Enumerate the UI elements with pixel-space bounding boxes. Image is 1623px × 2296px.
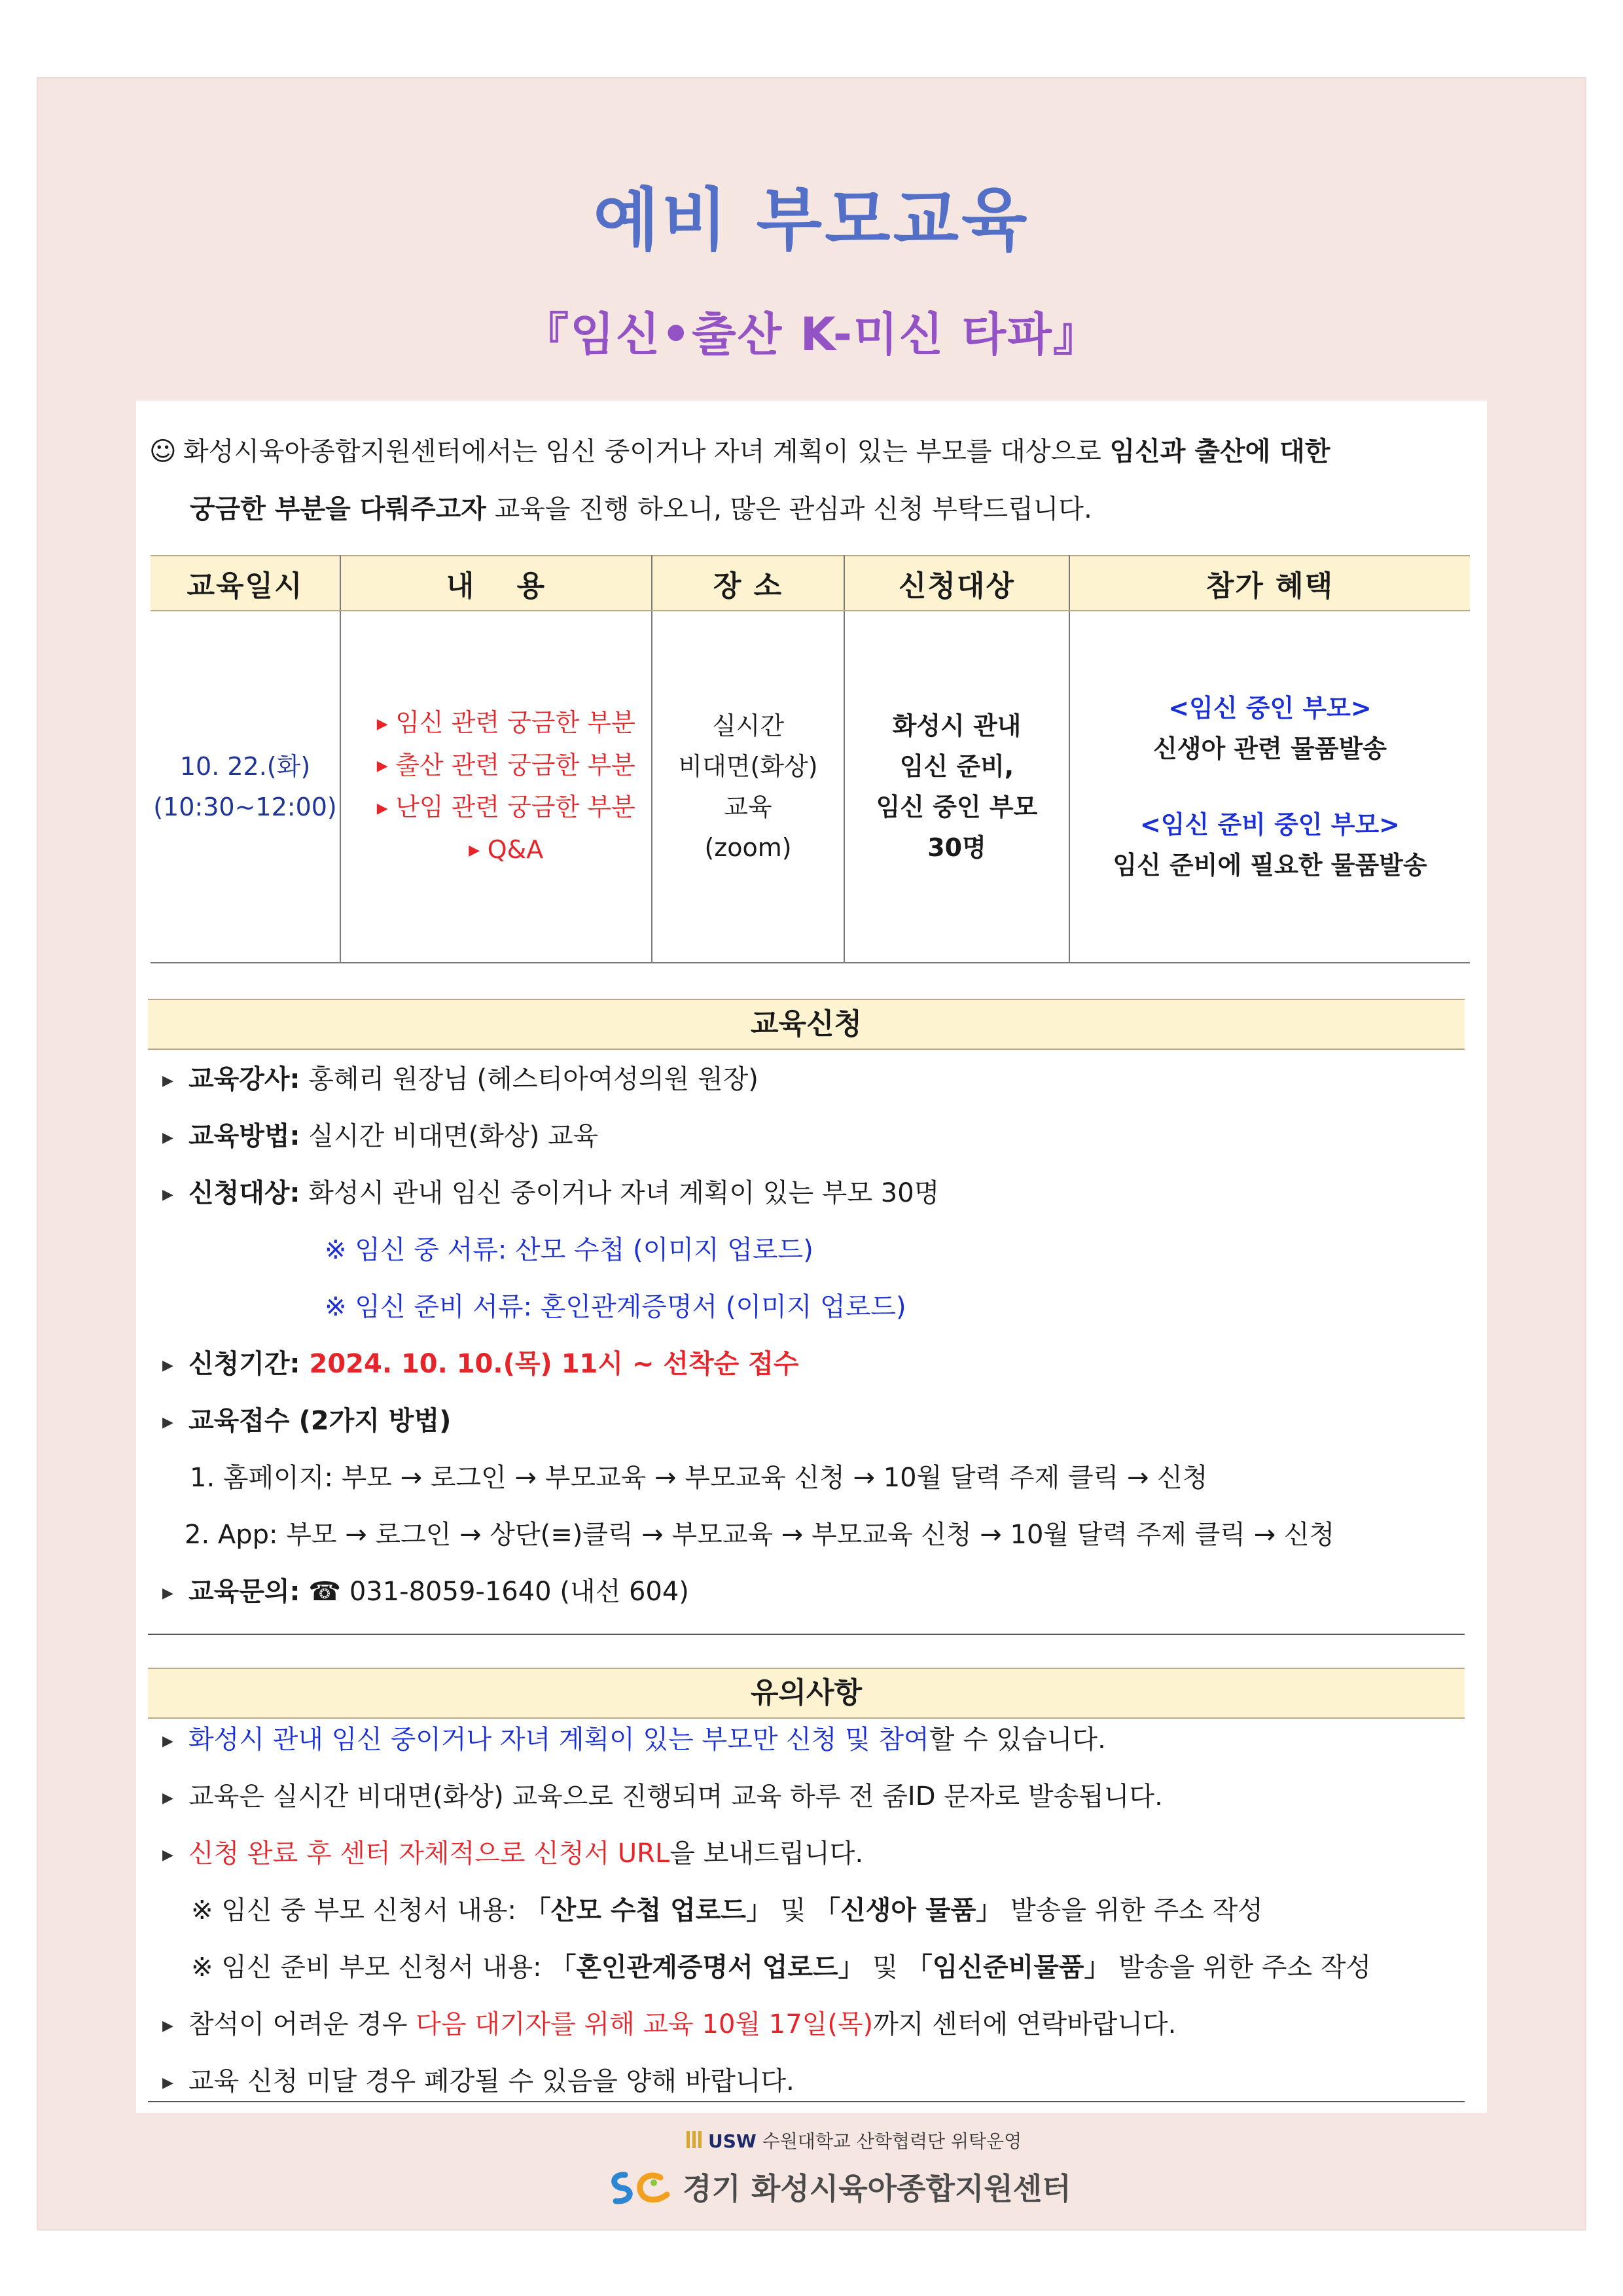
content-item: 임신 관련 궁금한 부분 — [395, 708, 635, 737]
intro-bold: 임신과 출산에 대한 — [1109, 437, 1330, 467]
triangle-bullet-icon: ▶ — [162, 1186, 173, 1203]
table-header-row — [151, 556, 1470, 611]
triangle-bullet-icon: ▶ — [162, 2074, 173, 2091]
header-place: 장 소 — [652, 556, 844, 611]
item-value: 화성시 관내 임신 중이거나 자녀 계획이 있는 부모 30명 — [300, 1178, 940, 1208]
schedule-table — [151, 555, 1470, 963]
list-item — [162, 1400, 451, 1437]
triangle-bullet-icon: ▶ — [162, 1129, 173, 1146]
header-content: 내 용 — [340, 556, 652, 611]
triangle-bullet-icon: ▶ — [376, 800, 388, 817]
benefit-title: <임신 준비 중인 부모> — [1139, 810, 1400, 839]
divider — [148, 1634, 1465, 1635]
date-cell — [151, 611, 340, 963]
note-sub — [191, 1946, 1371, 1984]
time-text: (10:30~12:00) — [153, 793, 337, 821]
list-item — [162, 1115, 598, 1153]
step-homepage: 1. 홈페이지: 부모 → 로그인 → 부모교육 → 부모교육 신청 → 10월 달력 주제 클릭 → 신청 — [190, 1463, 1208, 1493]
list-item — [162, 1172, 939, 1210]
list-item — [354, 745, 651, 787]
usw-text: USW — [708, 2130, 757, 2152]
content-item: 난임 관련 궁금한 부분 — [395, 793, 635, 821]
note-text: 을 보내드립니다. — [669, 1839, 864, 1869]
place-text: 비대면(화상) — [678, 752, 818, 781]
document-note: ※ 임신 중 서류: 산모 수첩 (이미지 업로드) — [325, 1235, 813, 1265]
list-item — [162, 1058, 758, 1096]
content-cell — [340, 611, 652, 963]
note-text: ※ 임신 중 부모 신청서 내용: — [191, 1895, 525, 1926]
list-item — [162, 2003, 1176, 2041]
target-text: 임신 준비, — [899, 752, 1014, 781]
item-label: 교육문의: — [188, 1577, 300, 1607]
item-label: 신청기간: — [188, 1349, 300, 1379]
list-item — [162, 1719, 1106, 1756]
list-item — [354, 702, 651, 745]
page-title: 예비 부모교육 — [593, 180, 1030, 260]
benefit-text: 임신 준비에 필요한 물품발송 — [1113, 851, 1427, 880]
item-label: 교육접수 (2가지 방법) — [188, 1406, 452, 1436]
note-text: 교육 신청 미달 경우 폐강될 수 있음을 양해 바랍니다. — [188, 2066, 794, 2096]
header-benefit: 참가 혜택 — [1069, 556, 1470, 611]
benefit-title: <임신 중인 부모> — [1168, 694, 1372, 723]
table-row — [151, 611, 1470, 963]
triangle-bullet-icon: ▶ — [469, 842, 480, 859]
note-text: 발송을 위한 주소 작성 — [1110, 1952, 1372, 1982]
note-highlight: 다음 대기자를 위해 교육 10월 17일(목) — [416, 2009, 874, 2039]
place-text: 교육 — [724, 793, 772, 821]
note-bold: 「임신준비물품」 — [906, 1952, 1111, 1982]
usw-logo — [686, 2127, 1022, 2155]
item-value: ☎ 031-8059-1640 (내선 604) — [300, 1577, 689, 1607]
content-item: Q&A — [487, 834, 544, 864]
header-date: 교육일시 — [151, 556, 340, 611]
intro-bold: 궁금한 부분을 다뤄주고자 — [190, 494, 486, 524]
usw-subtext: 수원대학교 산학협력단 위탁운영 — [756, 2130, 1022, 2152]
note-text: 참석이 어려운 경우 — [188, 2009, 416, 2039]
place-text: 실시간 — [711, 711, 785, 740]
item-value: 실시간 비대면(화상) 교육 — [300, 1121, 599, 1151]
document-note: ※ 임신 준비 서류: 혼인관계증명서 (이미지 업로드) — [325, 1292, 906, 1322]
note-highlight: 화성시 관내 임신 중이거나 자녀 계획이 있는 부모만 신청 및 참여 — [188, 1725, 929, 1755]
note-text: 까지 센터에 연락바랍니다. — [873, 2009, 1177, 2039]
header-target: 신청대상 — [844, 556, 1069, 611]
triangle-bullet-icon: ▶ — [162, 1585, 173, 1602]
divider — [148, 2101, 1465, 2102]
benefit-cell — [1069, 611, 1470, 963]
item-value: 2024. 10. 10.(목) 11시 ~ 선착순 접수 — [300, 1349, 799, 1379]
note-text: 발송을 위한 주소 작성 — [1002, 1895, 1263, 1926]
intro-text: 화성시육아종합지원센터에서는 임신 중이거나 자녀 계획이 있는 부모를 대상으로 — [183, 437, 1110, 467]
step-app: 2. App: 부모 → 로그인 → 상단(≡)클릭 → 부모교육 → 부모교육 신청 → 10월 달력 주제 클릭 → 신청 — [185, 1520, 1335, 1550]
item-label: 교육방법: — [188, 1121, 300, 1151]
apply-heading: 교육신청 — [148, 999, 1465, 1050]
target-text: 임신 중인 부모 — [876, 793, 1038, 821]
triangle-bullet-icon: ▶ — [162, 1846, 173, 1863]
note-sub — [191, 1890, 1263, 1927]
list-item — [162, 1343, 799, 1380]
intro-text: 교육을 진행 하오니, 많은 관심과 신청 부탁드립니다. — [486, 494, 1092, 524]
notes-heading: 유의사항 — [148, 1668, 1465, 1719]
list-item — [162, 1571, 689, 1608]
intro-paragraph — [149, 423, 1465, 538]
target-text: 30명 — [927, 833, 986, 862]
center-emblem-icon — [605, 2167, 677, 2215]
triangle-bullet-icon: ▶ — [162, 1732, 173, 1749]
place-text: (zoom) — [704, 833, 792, 862]
list-item — [162, 1776, 1163, 1813]
page-subtitle: 『임신•출산 K-미신 타파』 — [523, 308, 1100, 361]
triangle-bullet-icon: ▶ — [162, 1072, 173, 1089]
list-item — [162, 2060, 794, 2098]
item-value: 홍혜리 원장님 (헤스티아여성의원 원장) — [300, 1064, 758, 1094]
triangle-bullet-icon: ▶ — [162, 2017, 173, 2034]
note-text: 및 — [772, 1895, 815, 1926]
target-text: 화성시 관내 — [892, 711, 1022, 740]
note-bold: 「신생아 물품」 — [814, 1895, 1003, 1926]
date-text: 10. 22.(화) — [179, 752, 311, 781]
note-text: 교육은 실시간 비대면(화상) 교육으로 진행되며 교육 하루 전 줌ID 문자로 발송됩니다. — [188, 1782, 1163, 1812]
triangle-bullet-icon: ▶ — [376, 758, 388, 774]
note-text: 할 수 있습니다. — [929, 1725, 1106, 1755]
center-logo — [605, 2165, 1071, 2215]
item-label: 교육강사: — [188, 1064, 300, 1094]
note-text: 및 — [864, 1952, 906, 1982]
place-cell — [652, 611, 844, 963]
note-text: ※ 임신 준비 부모 신청서 내용: — [191, 1952, 550, 1982]
content-item: 출산 관련 궁금한 부분 — [395, 750, 635, 780]
triangle-bullet-icon: ▶ — [162, 1414, 173, 1431]
usw-crest-icon — [686, 2130, 703, 2155]
target-cell — [844, 611, 1069, 963]
list-item — [354, 787, 651, 829]
note-bold: 「혼인관계증명서 업로드」 — [550, 1952, 865, 1982]
smiley-icon: ☺ — [149, 437, 177, 467]
center-name: 경기 화성시육아종합지원센터 — [683, 2171, 1071, 2206]
item-label: 신청대상: — [188, 1178, 300, 1208]
note-bold: 「산모 수첩 업로드」 — [524, 1895, 773, 1926]
triangle-bullet-icon: ▶ — [162, 1789, 173, 1806]
list-item — [162, 1833, 863, 1870]
note-highlight: 신청 완료 후 센터 자체적으로 신청서 URL — [188, 1839, 670, 1869]
triangle-bullet-icon: ▶ — [162, 1357, 173, 1374]
benefit-text: 신생아 관련 물품발송 — [1153, 734, 1387, 763]
triangle-bullet-icon: ▶ — [376, 715, 388, 732]
list-item — [354, 829, 651, 872]
